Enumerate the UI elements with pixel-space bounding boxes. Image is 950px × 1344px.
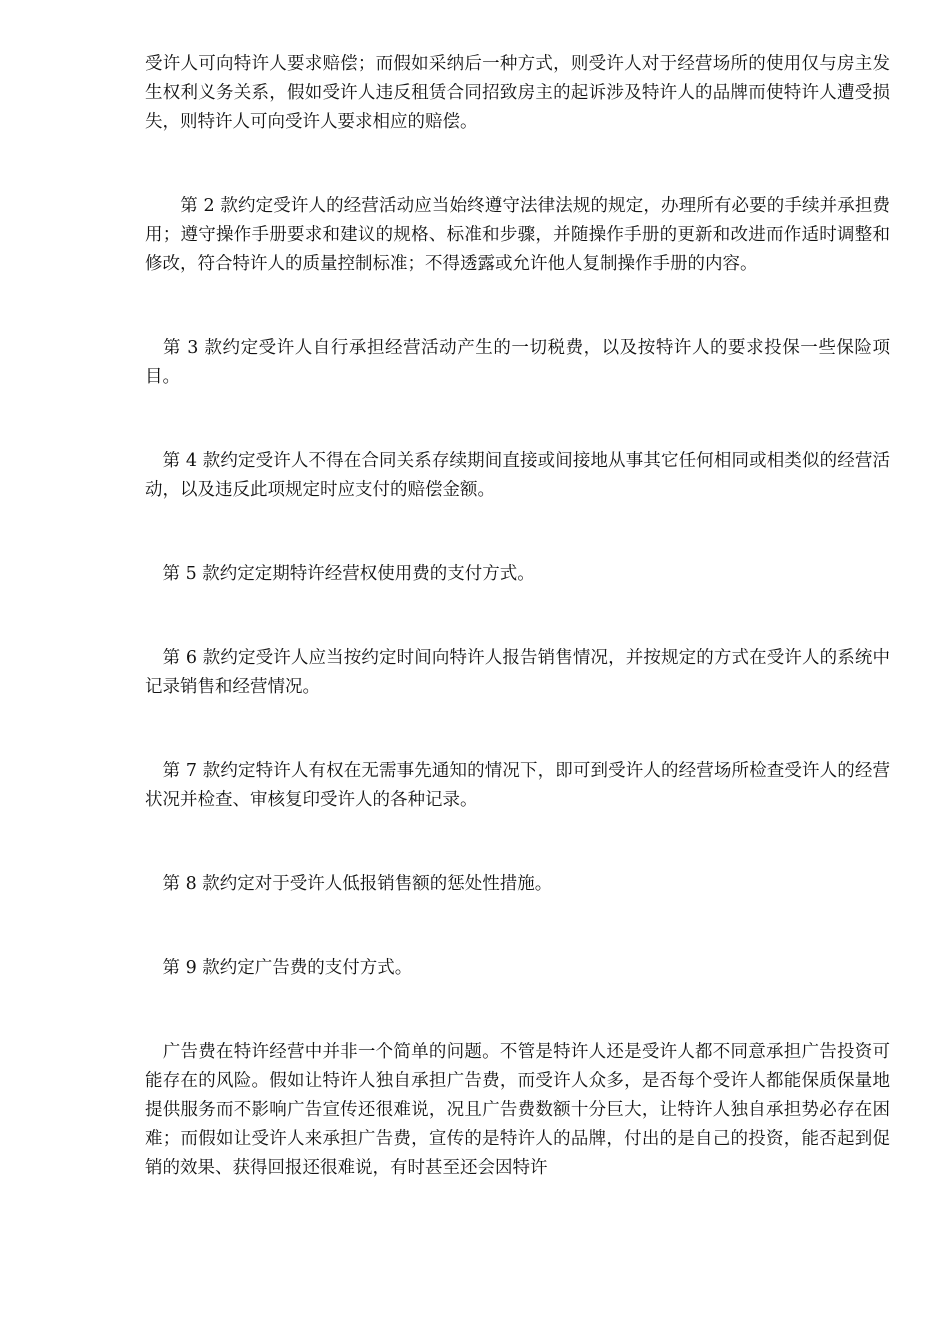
paragraph-clause-8: 第 8 款约定对于受许人低报销售额的惩处性措施。 <box>145 874 553 894</box>
paragraph-1: 受许人可向特许人要求赔偿；而假如采纳后一种方式，则受许人对于经营场所的使用仅与房主发生权利义务关系，假如受许人违反租赁合同招致房主的起诉涉及特许人的品牌而使特许人遭受损失，则特许人可向受许人要求相应的赔偿。 <box>145 54 890 132</box>
paragraph-clause-3: 第 3 款约定受许人自行承担经营活动产生的一切税费，以及按特许人的要求投保一些保险项目。 <box>145 338 890 387</box>
paragraph-advertising: 广告费在特许经营中并非一个简单的问题。不管是特许人还是受许人都不同意承担广告投资可能存在的风险。假如让特许人独自承担广告费，而受许人众多，是否每个受许人都能保质保量地提供服务而不影响广告宣传还很难说，况且广告费数额十分巨大，让特许人独自承担势必存在困难；而假如让受许人来承担广告费，宣传的是特许人的品牌，付出的是自己的投资，能否起到促销的效果、获得回报还很难说，有时甚至还会因特许 <box>145 1042 890 1178</box>
paragraph-clause-5: 第 5 款约定定期特许经营权使用费的支付方式。 <box>145 564 535 584</box>
paragraph-clause-6: 第 6 款约定受许人应当按约定时间向特许人报告销售情况，并按规定的方式在受许人的系统中记录销售和经营情况。 <box>145 648 890 697</box>
paragraph-clause-2: 第 2 款约定受许人的经营活动应当始终遵守法律法规的规定，办理所有必要的手续并承担费用；遵守操作手册要求和建议的规格、标准和步骤，并随操作手册的更新和改进而作适时调整和修改，符合特许人的质量控制标准；不得透露或允许他人复制操作手册的内容。 <box>145 196 890 274</box>
paragraph-clause-9: 第 9 款约定广告费的支付方式。 <box>145 958 413 978</box>
paragraph-clause-7: 第 7 款约定特许人有权在无需事先通知的情况下，即可到受许人的经营场所检查受许人的经营状况并检查、审核复印受许人的各种记录。 <box>145 761 890 810</box>
document-page <box>145 50 890 1183</box>
paragraph-clause-4: 第 4 款约定受许人不得在合同关系存续期间直接或间接地从事其它任何相同或相类似的经营活动，以及违反此项规定时应支付的赔偿金额。 <box>145 451 890 500</box>
